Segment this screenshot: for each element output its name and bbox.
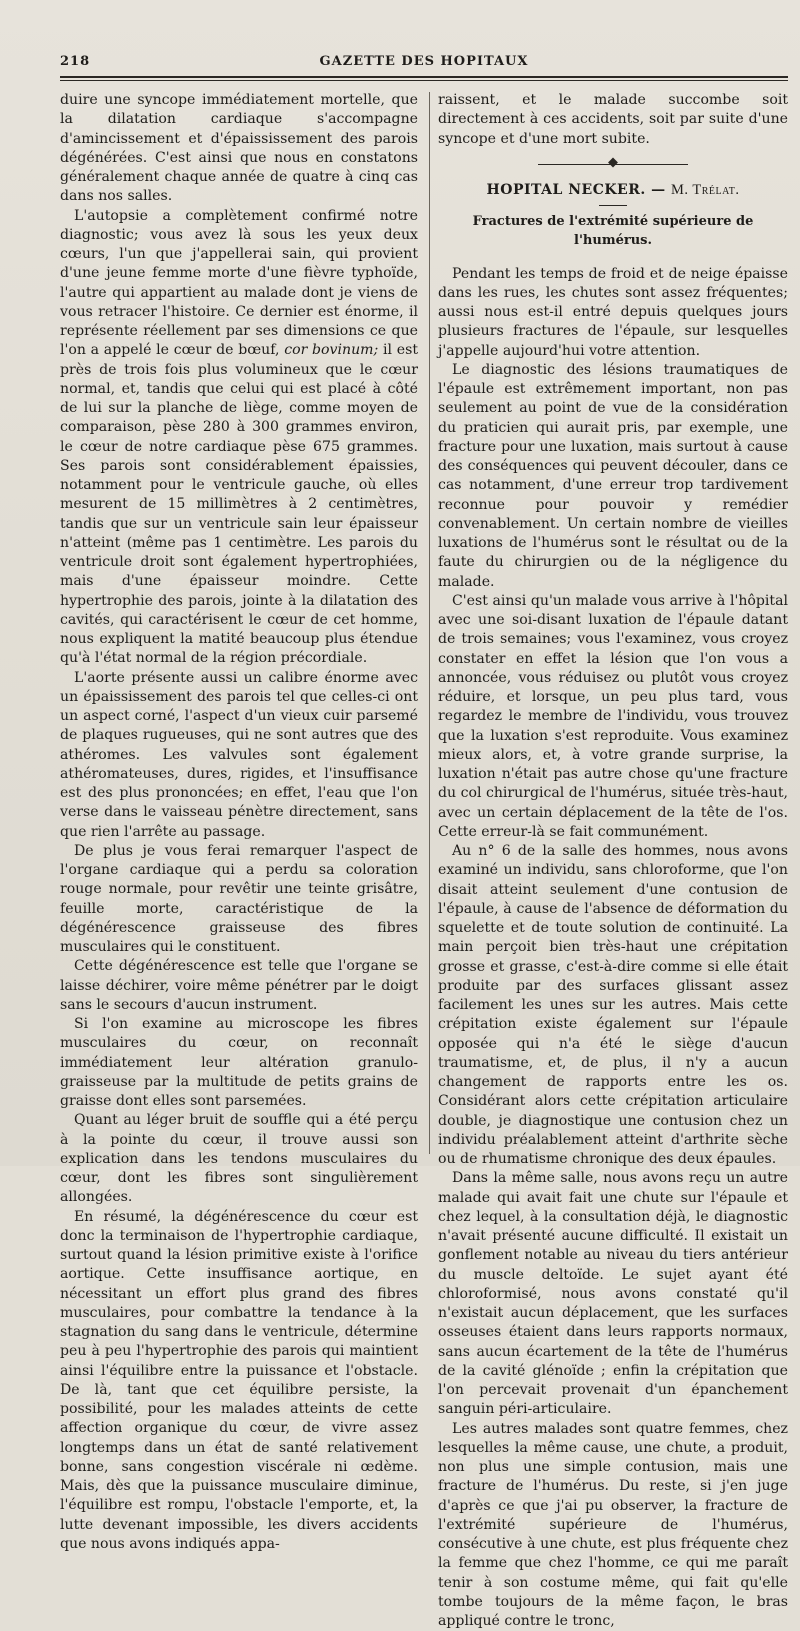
- paragraph: Les autres malades sont quatre femmes, chez lesquelles la même cause, une chute, a produit, non plus une simple contusion, mais une fracture de l'humérus. Du reste, si j'en juge d'après ce que j'ai pu observer, la fracture de l'extrémité supérieure de l'humérus, consécutive à une chute, est plus fréquente chez la femme que chez l'homme, ce qui me paraît tenir à son costume même, qui fait qu'elle tombe toujours de la même façon, le bras appliqué contre le tronc,: [438, 1420, 788, 1631]
- column-divider: [429, 92, 430, 1154]
- header-rule-thin: [60, 80, 788, 81]
- section-separator: [438, 155, 788, 175]
- article-subtitle: Fractures de l'extrémité supérieure de l'humérus.: [438, 212, 788, 251]
- journal-title: GAZETTE DES HOPITAUX: [60, 54, 788, 69]
- paragraph: De plus je vous ferai remarquer l'aspect de l'organe cardiaque qui a perdu sa coloration rouge normale, pour revêtir une teinte grisâtre, feuille morte, caractéristique de la dégénérescence graisseuse des fibres musculaires qui le constituent.: [60, 842, 418, 958]
- lecturer-name: M. Trélat.: [671, 182, 739, 198]
- right-column: [438, 91, 788, 1631]
- page-header: [60, 50, 788, 76]
- short-rule: [599, 205, 627, 206]
- paragraph: [60, 207, 418, 669]
- paragraph: L'aorte présente aussi un calibre énorme avec un épaississement des parois tel que celles-ci ont un aspect corné, l'aspect d'un vieux cuir parsemé de plaques rugueuses, qui ne sont autres que des athéromes. Les valvules sont également athéromateuses, dures, rigides, et l'insuffisance est des plus prononcées; en effet, l'eau que l'on verse dans le vaisseau pénètre directement, sans que rien l'arrête au passage.: [60, 669, 418, 842]
- paragraph: Cette dégénérescence est telle que l'organe se laisse déchirer, voire même pénétrer par le doigt sans le secours d'aucun instrument.: [60, 957, 418, 1015]
- page-number: 218: [60, 54, 90, 69]
- paragraph: En résumé, la dégénérescence du cœur est donc la terminaison de l'hypertrophie cardiaque, surtout quand la lésion primitive existe à l'orifice aortique. Cette insuffisance aortique, en nécessitant un effort plus grand des fibres musculaires, pour combattre la tendance à la stagnation du sang dans le ventricule, détermine peu à peu l'hypertrophie des parois qui maintient ainsi l'équilibre entre la puissance et l'obstacle. De là, tant que cet équilibre persiste, la possibilité, pour les malades atteints de cette affection organique du cœur, de vivre assez longtemps dans un état de santé relativement bonne, sans congestion viscérale ni œdème. Mais, dès que la puissance musculaire diminue, l'équilibre est rompu, l'obstacle l'emporte, et, la lutte devenant impossible, les divers accidents que nous avons indiqués appa-: [60, 1208, 418, 1555]
- paragraph-text: il est près de trois fois plus volumineux que le cœur normal, et, tandis que celui qui est placé à côté de lui sur la planche de liège, comme moyen de comparaison, pèse 280 à 300 grammes environ, le cœur de notre cardiaque pèse 675 grammes. Ses parois sont considérablement épaissies, notamment pour le ventricule gauche, où elles mesurent de 15 millimètres à 2 centimètres, tandis que sur un ventricule sain leur épaisseur n'atteint (même pas 1 centimètre. Les parois du ventricule droit sont également hypertrophiées, mais d'une épaisseur moindre. Cette hypertrophie des parois, jointe à la dilatation des cavités, qui caractérisent le cœur de cet homme, nous expliquent la matité beaucoup plus étendue qu'à l'état normal de la région précordiale.: [60, 342, 418, 666]
- paragraph: Le diagnostic des lésions traumatiques de l'épaule est extrêmement important, non pas seulement au point de vue de la considération du praticien qui aurait pris, par exemple, une fracture pour une luxation, mais surtout à cause des conséquences qui peuvent découler, dans ce cas notamment, d'une erreur trop tardivement reconnue pour pouvoir y remédier convenablement. Un certain nombre de vieilles luxations de l'humérus sont le résultat ou de la faute du chirurgien ou de la négligence du malade.: [438, 361, 788, 592]
- paragraph: Si l'on examine au microscope les fibres musculaires du cœur, on reconnaît immédiatement leur altération granulo-graisseuse par la multitude de petits grains de graisse dont elles sont parsemées.: [60, 1015, 418, 1111]
- paragraph-text: L'autopsie a complètement confirmé notre diagnostic; vous avez là sous les yeux deux cœurs, l'un que j'appellerai sain, qui provient d'une jeune femme morte d'une fièvre typhoïde, l'autre qui appartient au malade dont je viens de vous retracer l'histoire. Ce dernier est énorme, il représente réellement par ses dimensions ce que l'on a appelé le cœur de bœuf,: [60, 208, 418, 359]
- paragraph: C'est ainsi qu'un malade vous arrive à l'hôpital avec une soi-disant luxation de l'épaule datant de trois semaines; vous l'examinez, vous croyez constater en effet la lésion que l'on vous a annoncée, vous réduisez ou plutôt vous croyez réduire, et lorsque, un peu plus tard, vous regardez le membre de l'individu, vous trouvez que la luxation s'est reproduite. Vous examinez mieux alors, et, à votre grande surprise, la luxation n'était pas autre chose qu'une fracture du col chirurgical de l'humérus, située très-haut, avec un certain déplacement de la tête de l'os. Cette erreur-là se fait communément.: [438, 592, 788, 842]
- hospital-name: HOPITAL NECKER. —: [487, 182, 671, 198]
- paragraph: Au n° 6 de la salle des hommes, nous avons examiné un individu, sans chloroforme, que l'on disait atteint seulement d'une contusion de l'épaule, à cause de l'absence de déformation du squelette et de toute solution de continuité. La main perçoit bien très-haut une crépitation grosse et grasse, c'est-à-dire comme si elle était produite par des surfaces glissant assez facilement les unes sur les autres. Mais cette crépitation existe également sur l'épaule opposée qui n'a été le siège d'aucun traumatisme, et, de plus, il n'y a aucun changement de rapports entre les os. Considérant alors cette crépitation articulaire double, je diagnostique une contusion chez un individu préalablement atteint d'arthrite sèche ou de rhumatisme chronique des deux épaules.: [438, 842, 788, 1169]
- left-column: [60, 91, 418, 1554]
- paragraph: raissent, et le malade succombe soit directement à ces accidents, soit par suite d'une syncope et d'une mort subite.: [438, 91, 788, 149]
- paragraph: Pendant les temps de froid et de neige épaisse dans les rues, les chutes sont assez fréquentes; aussi nous est-il entré depuis quelques jours plusieurs fractures de l'épaule, sur lesquelles j'appelle aujourd'hui votre attention.: [438, 265, 788, 361]
- paragraph: Quant au léger bruit de souffle qui a été perçu à la pointe du cœur, il trouve aussi son explication dans les tendons musculaires du cœur, dont les fibres sont singulièrement allongées.: [60, 1111, 418, 1207]
- paragraph: Dans la même salle, nous avons reçu un autre malade qui avait fait une chute sur l'épaule et chez lequel, à la consultation déjà, le diagnostic n'avait présenté aucune difficulté. Il existait un gonflement notable au niveau du tiers antérieur du muscle deltoïde. Le sujet ayant été chloroformisé, nous avons constaté qu'il n'existait aucun déplacement, que les surfaces osseuses étaient dans leurs rapports normaux, sans aucun écartement de la tête de l'humérus de la cavité glénoïde ; enfin la crépitation que l'on percevait provenait d'un épanchement sanguin péri-articulaire.: [438, 1169, 788, 1419]
- separator-diamond-icon: [608, 157, 618, 167]
- paragraph: duire une syncope immédiatement mortelle, que la dilatation cardiaque s'accompagne d'amincissement et d'épaississement des parois dégénérées. C'est ainsi que nous en constatons généralement chaque année de quatre à cinq cas dans nos salles.: [60, 91, 418, 207]
- latin-term: cor bovinum;: [284, 342, 378, 358]
- header-rule-thick: [60, 76, 788, 78]
- section-title: [438, 181, 788, 200]
